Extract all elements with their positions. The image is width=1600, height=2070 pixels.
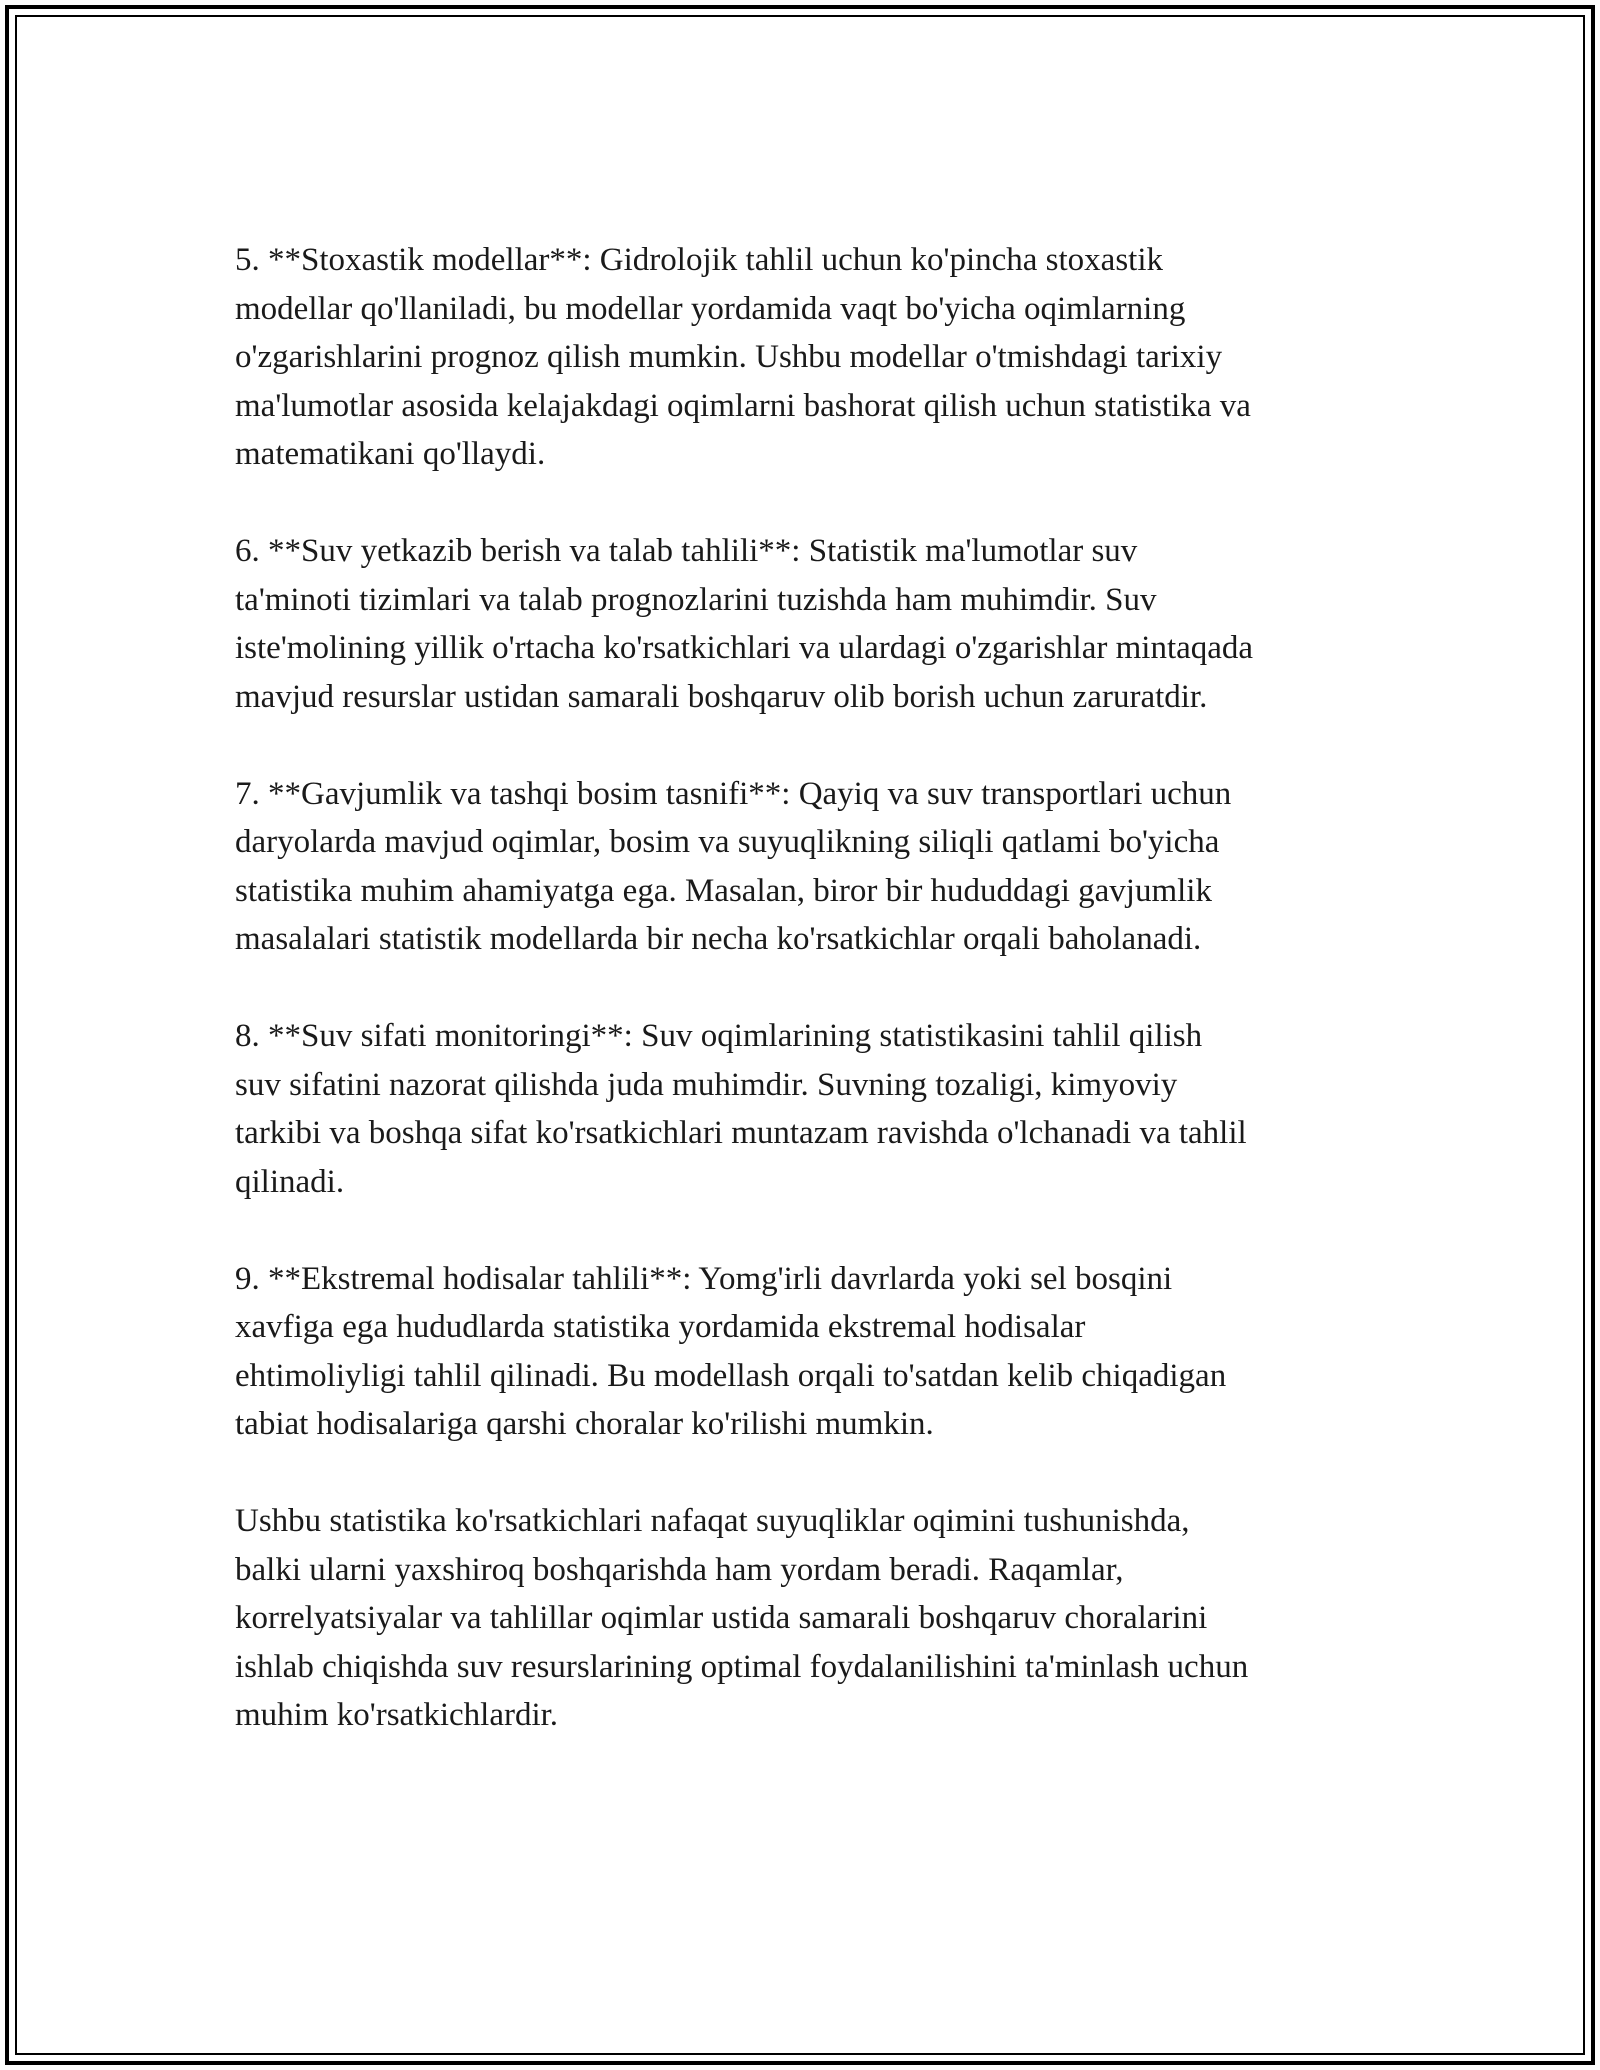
paragraph-water-quality: 8. **Suv sifati monitoringi**: Suv oqimlarining statistikasini tahlil qilish suv sifatini nazorat qilishda juda muhimdir. Suvning tozaligi, kimyoviy tarkibi va boshqa sifat ko'rsatkichlari muntazam ravishda o'lchanadi va tahlil qilinadi. — [235, 1018, 1247, 1200]
paragraph-extreme-events: 9. **Ekstremal hodisalar tahlili**: Yomg'irli davrlarda yoki sel bosqini xavfiga ega hududlarda statistika yordamida ekstremal hodisalar ehtimoliyligi tahlil qilinadi. Bu modellash orqali to'satdan kelib chiqadigan tabiat hodisalariga qarshi choralar ko'rilishi mumkin. — [235, 1260, 1227, 1442]
paragraph-stochastic-models: 5. **Stoxastik modellar**: Gidrolojik tahlil uchun ko'pincha stoxastik modellar qo'llaniladi, bu modellar yordamida vaqt bo'yicha oqimlarning o'zgarishlarini prognoz qilish mumkin. Ushbu modellar o'tmishdagi tarixiy ma'lumotlar asosida kelajakdagi oqimlarni bashorat qilish uchun statistika va matematikani qo'llaydi. — [235, 242, 1251, 472]
document-body — [235, 236, 1380, 1740]
paragraph-congestion-pressure: 7. **Gavjumlik va tashqi bosim tasnifi**: Qayiq va suv transportlari uchun daryolarda mavjud oqimlar, bosim va suyuqlikning siliqli qatlami bo'yicha statistika muhim ahamiyatga ega. Masalan, biror bir hududdagi gavjumlik masalalari statistik modellarda bir necha ko'rsatkichlar orqali baholanadi. — [235, 775, 1232, 957]
paragraph-conclusion: Ushbu statistika ko'rsatkichlari nafaqat suyuqliklar oqimini tushunishda, balki ularni yaxshiroq boshqarishda ham yordam beradi. Raqamlar, korrelyatsiyalar va tahlillar oqimlar ustida samarali boshqaruv choralarini ishlab chiqishda suv resurslarining optimal foydalanilishini ta'minlash uchun muhim ko'rsatkichlardir. — [235, 1503, 1249, 1733]
paragraph-water-supply-demand: 6. **Suv yetkazib berish va talab tahlili**: Statistik ma'lumotlar suv ta'minoti tizimlari va talab prognozlarini tuzishda ham muhimdir. Suv iste'molining yillik o'rtacha ko'rsatkichlari va ulardagi o'zgarishlar mintaqada mavjud resurslar ustidan samarali boshqaruv olib borish uchun zaruratdir. — [235, 533, 1254, 715]
